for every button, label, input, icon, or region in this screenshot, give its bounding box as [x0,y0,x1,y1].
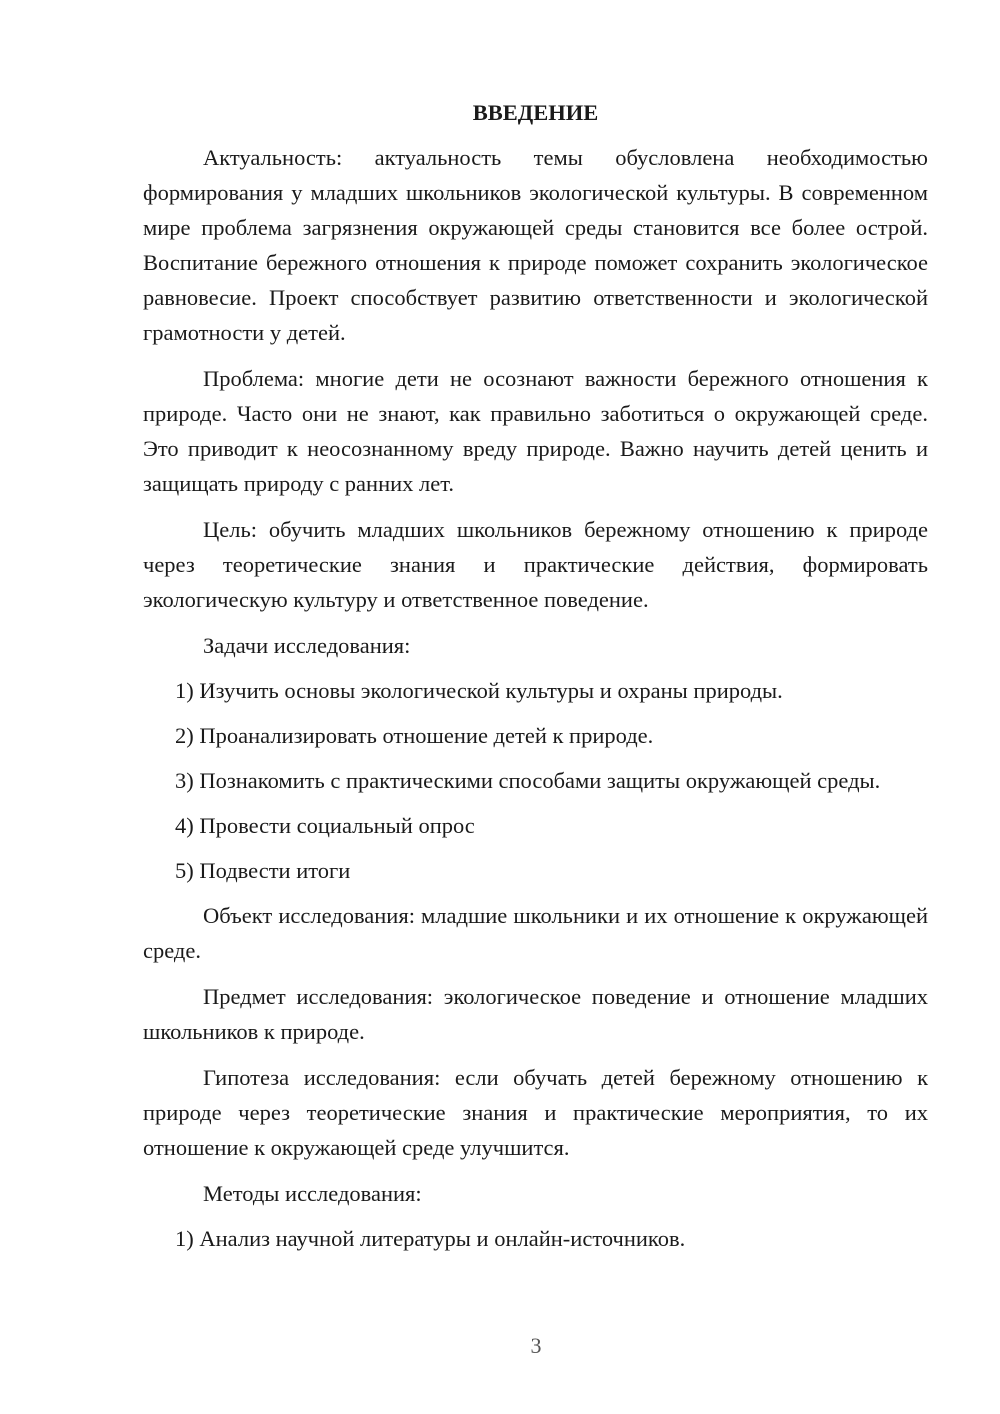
hypothesis-paragraph: Гипотеза исследования: если обучать детей бережному отношению к природе через теоретические знания и практические мероприятия, то их отношение к окружающей среде улучшится. [143,1065,928,1160]
page-content [143,95,928,1266]
task-item: 5) Подвести итоги [175,858,351,883]
page-number: 3 [530,1333,542,1358]
methods-heading: Методы исследования: [203,1181,422,1206]
relevance-paragraph: Актуальность: актуальность темы обусловлена необходимостью формирования у младших школьников экологической культуры. В современном мире проблема загрязнения окружающей среды становится все более острой. Воспитание бережного отношения к природе поможет сохранить экологическое равновесие. Проект способствует развитию ответственности и экологической грамотности у детей. [143,145,928,345]
task-item: 2) Проанализировать отношение детей к природе. [175,723,654,748]
task-item: 1) Изучить основы экологической культуры и охраны природы. [175,678,783,703]
task-item: 4) Провести социальный опрос [175,813,475,838]
goal-paragraph: Цель: обучить младших школьников бережному отношению к природе через теоретические знания и практические действия, формировать экологическую культуру и ответственное поведение. [143,517,928,612]
section-title: ВВЕДЕНИЕ [472,100,599,125]
subject-paragraph: Предмет исследования: экологическое поведение и отношение младших школьников к природе. [143,984,928,1044]
tasks-heading: Задачи исследования: [203,633,411,658]
problem-paragraph: Проблема: многие дети не осознают важности бережного отношения к природе. Часто они не знают, как правильно заботиться о окружающей среде. Это приводит к неосознанному вреду природе. Важно научить детей ценить и защищать природу с ранних лет. [143,366,928,496]
object-paragraph: Объект исследования: младшие школьники и их отношение к окружающей среде. [143,903,928,963]
method-item: 1) Анализ научной литературы и онлайн-источников. [175,1226,686,1251]
task-item: 3) Познакомить с практическими способами защиты окружающей среды. [175,768,881,793]
